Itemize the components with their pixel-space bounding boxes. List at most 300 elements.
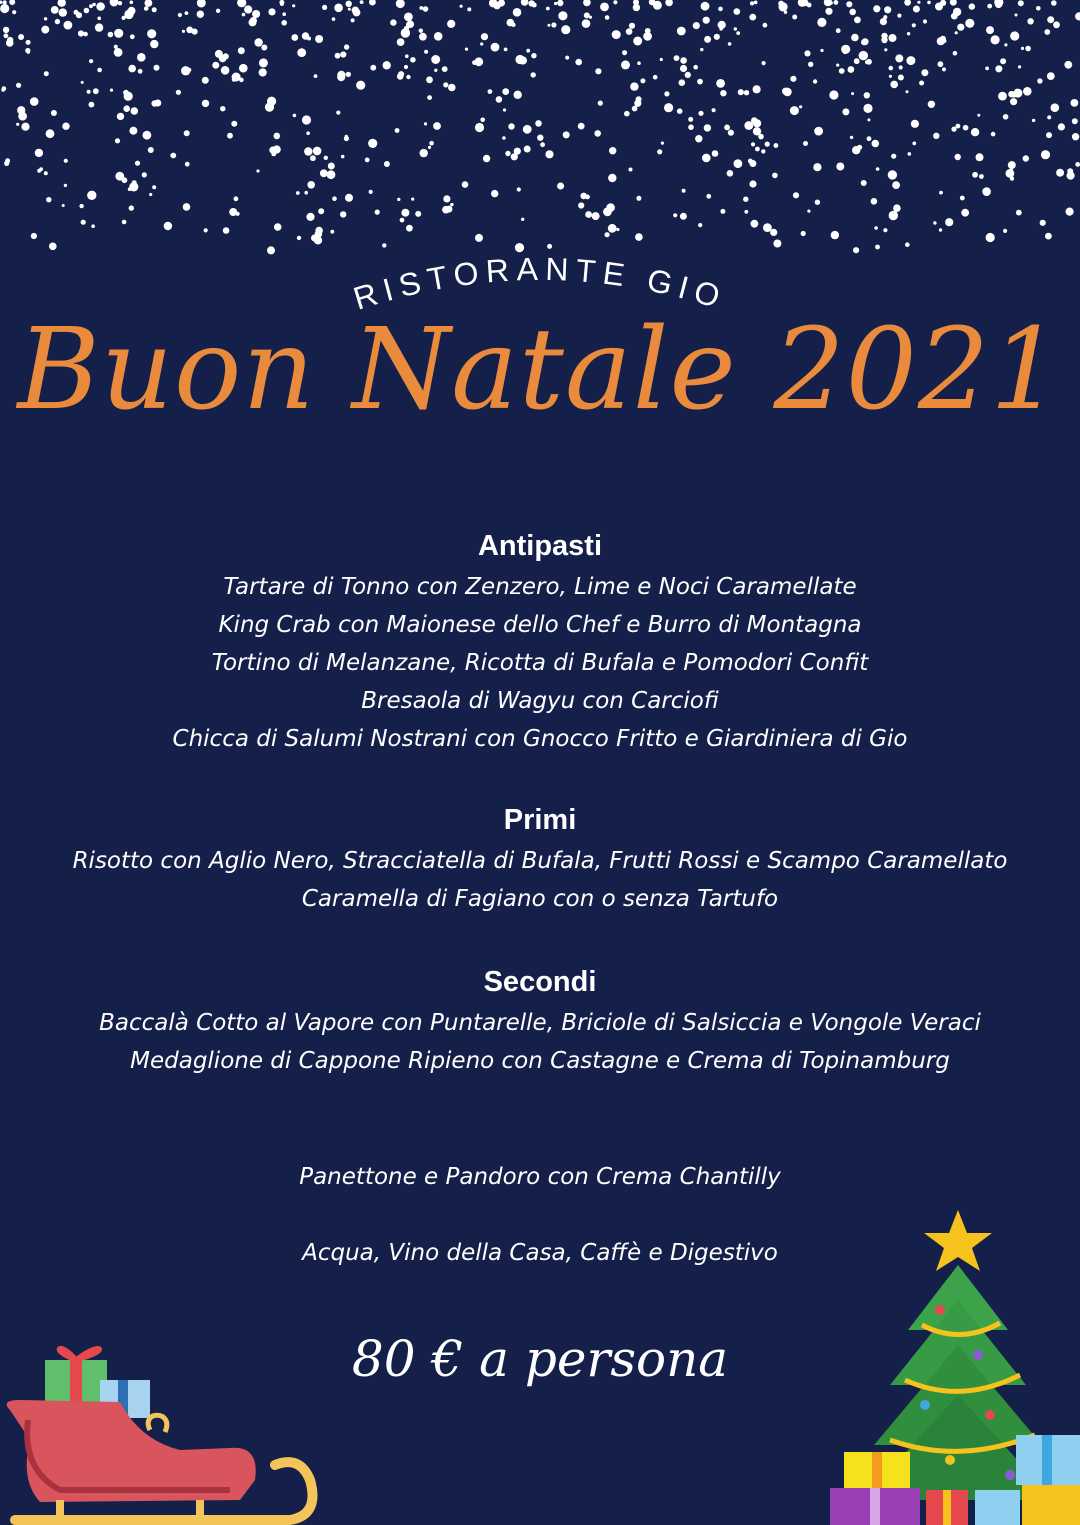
snowflake <box>256 169 259 172</box>
snowflake <box>344 44 349 49</box>
snowflake <box>743 197 748 202</box>
snowflake <box>814 127 823 136</box>
snowflake <box>1075 12 1080 20</box>
snowflake <box>643 32 652 41</box>
snowflake <box>114 45 118 49</box>
snowflake <box>0 4 9 13</box>
snowflake <box>390 19 396 25</box>
snowflake <box>712 108 716 112</box>
snowflake <box>406 22 412 28</box>
snowflake <box>839 68 845 74</box>
snowflake <box>254 38 262 46</box>
snowflake <box>551 22 556 27</box>
snowflake <box>899 65 903 69</box>
section-secondi <box>0 964 1080 1080</box>
snowflake <box>259 68 267 76</box>
snowflake <box>328 163 335 170</box>
snowflake <box>16 123 19 126</box>
drinks-text: Acqua, Vino della Casa, Caffè e Digestivo <box>302 1240 778 1266</box>
snowflake <box>583 0 591 6</box>
snowflake <box>313 147 322 156</box>
snowflake <box>1066 208 1074 216</box>
snowflake <box>799 105 802 108</box>
snowflake <box>41 26 49 34</box>
snowflake <box>580 193 587 200</box>
snowflake <box>227 133 233 139</box>
snowflake <box>202 100 209 107</box>
snowflake <box>281 20 287 26</box>
snowflake <box>977 114 980 117</box>
snowflake <box>884 48 887 51</box>
snowflake <box>1051 0 1057 6</box>
snowflake <box>851 92 854 95</box>
snowflake <box>991 35 1000 44</box>
snowflake <box>1041 150 1050 159</box>
snowflake <box>754 1 758 5</box>
snowflake <box>79 204 83 208</box>
snowflake <box>702 154 711 163</box>
snowflake <box>18 34 24 40</box>
snowflake <box>817 18 826 27</box>
snowflake <box>384 161 390 167</box>
snowflake <box>865 60 869 64</box>
snowflake <box>871 198 878 205</box>
snowflake <box>972 172 978 178</box>
snowflake <box>123 90 129 96</box>
snowflake <box>405 54 409 58</box>
snowflake <box>356 81 365 90</box>
snowflake <box>302 32 309 39</box>
dish-item: Tartare di Tonno con Zenzero, Lime e Noci Caramellate <box>223 574 857 600</box>
snowflake <box>429 141 434 146</box>
dish-item: Caramella di Fagiano con o senza Tartufo <box>301 886 779 912</box>
snowflake <box>170 153 176 159</box>
snowflake <box>138 69 143 74</box>
section-title: Antipasti <box>477 530 603 562</box>
snowflake <box>131 107 139 115</box>
snowflake <box>18 112 27 121</box>
snowflake <box>680 65 687 72</box>
snowflake <box>35 149 43 157</box>
snowflake <box>606 203 615 212</box>
snowflake <box>755 147 760 152</box>
snowflake <box>718 7 723 12</box>
snowflake <box>526 49 530 53</box>
snowflake <box>1064 61 1072 69</box>
snowflake <box>955 154 961 160</box>
snowflake <box>803 141 808 146</box>
snowflake <box>734 8 741 15</box>
snowflake <box>118 1 122 5</box>
snowflake <box>496 96 503 103</box>
snowflake <box>176 90 181 95</box>
snowflake <box>123 105 130 112</box>
snowflake <box>244 5 252 13</box>
snowflake <box>744 90 749 95</box>
snowflake <box>702 3 709 10</box>
snowflake <box>304 147 312 155</box>
snowflake <box>234 196 239 201</box>
snowflake <box>848 66 855 73</box>
snowflake <box>1047 16 1054 23</box>
dish-item: Medaglione di Cappone Ripieno con Castagne e Crema di Topinamburg <box>130 1048 950 1074</box>
snowflake <box>89 59 93 63</box>
snowflake <box>130 1 134 5</box>
snowflake <box>630 82 638 90</box>
snowflake <box>87 90 91 94</box>
snowflake <box>89 4 93 8</box>
snowflake <box>1047 115 1051 119</box>
snowflake <box>682 189 686 193</box>
snowflake <box>854 58 860 64</box>
snowflake <box>4 161 9 166</box>
snowflake <box>718 21 726 29</box>
snowflake <box>89 102 95 108</box>
snowflake <box>1058 123 1065 130</box>
snowflake <box>237 0 246 7</box>
snowflake <box>142 172 147 177</box>
snowflake <box>2 86 7 91</box>
snowflake <box>685 72 691 78</box>
snowflake <box>183 203 191 211</box>
snowflake <box>808 62 813 67</box>
snowflake <box>310 155 316 161</box>
snowflake <box>410 57 416 63</box>
snowflake <box>322 5 327 10</box>
snowflake <box>150 40 158 48</box>
snowflake <box>3 27 9 33</box>
snowflake <box>636 196 641 201</box>
snowflake <box>37 169 41 173</box>
snowflake <box>1072 118 1078 124</box>
snowflake <box>154 65 160 71</box>
dessert-line <box>0 1158 1080 1196</box>
snowflake <box>64 21 73 30</box>
snowflake <box>889 66 894 71</box>
snowflake <box>148 147 154 153</box>
snowflake <box>849 9 856 16</box>
snowflake <box>59 8 67 16</box>
snowflake <box>1018 0 1024 6</box>
snowflake <box>443 82 448 87</box>
snowflake <box>184 130 190 136</box>
snowflake <box>912 23 916 27</box>
snowflake <box>661 142 664 145</box>
snowflake <box>963 125 969 131</box>
snowflake <box>181 66 190 75</box>
snowflake <box>677 108 683 114</box>
snowflake <box>252 10 260 18</box>
snowflake <box>212 62 219 69</box>
snowflake <box>763 23 768 28</box>
snowflake <box>332 196 337 201</box>
snowflake <box>152 185 156 189</box>
snowflake <box>531 53 536 58</box>
snowflake <box>688 117 693 122</box>
snowflake <box>700 48 703 51</box>
snowflake <box>434 32 443 41</box>
snowflake <box>995 1 1002 8</box>
snowflake <box>267 97 276 106</box>
snowflake <box>236 212 240 216</box>
snowflake <box>521 0 529 6</box>
sleigh-icon <box>0 1340 330 1525</box>
snowflake <box>563 131 570 138</box>
snowflake <box>1046 132 1052 138</box>
snowflake <box>318 208 324 214</box>
snowflake <box>984 190 990 196</box>
snowflake <box>44 71 49 76</box>
snowflake <box>774 143 779 148</box>
snowflake <box>64 159 68 163</box>
snowflake <box>216 9 220 13</box>
snowflake <box>956 124 961 129</box>
snowflake <box>192 29 198 35</box>
snowflake <box>904 0 911 6</box>
snowflake <box>220 106 225 111</box>
snowflake <box>197 11 204 18</box>
snowflake <box>46 197 51 202</box>
dish-item: Chicca di Salumi Nostrani con Gnocco Fritto e Giardiniera di Gio <box>172 726 908 752</box>
snowflake <box>337 71 345 79</box>
snowflake <box>375 210 380 215</box>
snowflake <box>135 161 140 166</box>
snowflake <box>304 191 308 195</box>
snowflake <box>460 5 463 8</box>
snowflake <box>368 139 377 148</box>
snowflake <box>867 118 870 121</box>
snowflake <box>128 65 136 73</box>
snowflake <box>419 33 427 41</box>
snowflake <box>712 150 719 157</box>
snowflake <box>824 0 832 6</box>
snowflake <box>1047 72 1055 80</box>
snowflake <box>793 192 799 198</box>
snowflake <box>96 2 105 11</box>
snowflake <box>889 75 892 78</box>
snowflake <box>938 61 944 67</box>
snowflake <box>612 30 621 39</box>
snowflake <box>97 68 102 73</box>
snowflake <box>291 34 298 41</box>
snowflake <box>921 69 928 76</box>
snowflake <box>969 3 975 9</box>
snowflake <box>46 129 55 138</box>
snowflake <box>749 180 756 187</box>
snowflake <box>1016 210 1022 216</box>
snowflake <box>911 120 919 128</box>
snowflake <box>1037 78 1042 83</box>
snowflake <box>749 14 756 21</box>
snowflake <box>950 0 957 6</box>
snowflake <box>137 53 146 62</box>
snowflake <box>557 0 563 6</box>
snowflake <box>62 204 65 207</box>
snowflake <box>1010 98 1017 105</box>
snowflake <box>130 34 135 39</box>
snowflake <box>221 66 230 75</box>
snowflake <box>836 64 839 67</box>
snowflake <box>115 138 120 143</box>
snowflake <box>680 57 687 64</box>
snowflake <box>657 149 662 154</box>
snowflake <box>991 132 996 137</box>
snowflake <box>728 130 734 136</box>
snowflake <box>813 79 817 83</box>
snowflake <box>598 101 603 106</box>
snowflake <box>893 204 901 212</box>
snowflake <box>842 108 849 115</box>
snowflake <box>653 75 658 80</box>
snowflake <box>395 128 400 133</box>
snowflake <box>807 3 812 8</box>
snowflake <box>345 135 348 138</box>
snowflake <box>151 100 157 106</box>
snowflake <box>488 89 493 94</box>
snowflake <box>404 13 413 22</box>
snowflake <box>215 50 223 58</box>
snowflake <box>907 32 910 35</box>
snowflake <box>353 9 361 17</box>
snowflake <box>147 29 156 38</box>
snowflake <box>55 19 60 24</box>
snowflake <box>927 1 931 5</box>
snowflake <box>834 0 839 5</box>
snowflake <box>545 150 553 158</box>
snowflake <box>561 25 570 34</box>
snowflake <box>324 156 328 160</box>
snowflake <box>1036 6 1041 11</box>
snowflake <box>578 202 584 208</box>
snowflake <box>913 6 920 13</box>
snowflake <box>424 50 428 54</box>
snowflake <box>491 190 498 197</box>
snowflake <box>341 155 345 159</box>
snowflake <box>633 37 642 46</box>
snowflake <box>370 65 376 71</box>
snowflake <box>424 122 427 125</box>
snowflake <box>985 67 989 71</box>
snowflake <box>1012 93 1017 98</box>
snowflake <box>753 127 761 135</box>
snowflake <box>714 34 720 40</box>
snowflake <box>493 2 500 9</box>
snowflake <box>626 28 633 35</box>
snowflake <box>503 108 506 111</box>
snowflake <box>502 88 509 95</box>
snowflake <box>132 180 137 185</box>
snowflake <box>1072 133 1079 140</box>
snowflake <box>293 114 297 118</box>
dish-item: King Crab con Maionese dello Chef e Burro di Montagna <box>218 612 862 638</box>
snowflake <box>531 72 536 77</box>
snowflake <box>44 171 48 175</box>
snowflake <box>27 51 30 54</box>
snowflake <box>517 187 521 191</box>
snowflake <box>76 12 82 18</box>
snowflake <box>1010 169 1013 172</box>
section-title: Primi <box>503 804 577 836</box>
snowflake <box>369 0 376 6</box>
snowflake <box>84 8 90 14</box>
snowflake <box>912 142 916 146</box>
snowflake <box>197 0 206 8</box>
snowflake <box>778 1 784 7</box>
snowflake <box>434 69 437 72</box>
snowflake <box>320 169 328 177</box>
snowflake <box>383 61 391 69</box>
snowflake <box>942 67 946 71</box>
snowflake <box>890 81 898 89</box>
snowflake <box>491 43 500 52</box>
snowflake <box>783 88 792 97</box>
snowflake <box>315 35 323 43</box>
snowflake <box>223 53 229 59</box>
snowflake <box>867 136 872 141</box>
snowflake <box>928 101 935 108</box>
snowflake <box>857 145 862 150</box>
snowflake <box>813 163 821 171</box>
snowflake <box>261 45 267 51</box>
snowflake <box>640 78 645 83</box>
snowflake <box>753 119 761 127</box>
snowflake <box>1027 18 1033 24</box>
snowflake <box>673 213 677 217</box>
snowflake <box>1015 14 1018 17</box>
dessert-text: Panettone e Pandoro con Crema Chantilly <box>299 1164 781 1190</box>
snowflake <box>44 17 47 20</box>
snowflake <box>724 125 730 131</box>
snowflake <box>508 123 514 129</box>
snowflake <box>998 92 1007 101</box>
snowflake <box>122 16 126 20</box>
snowflake <box>124 10 133 19</box>
snowflake <box>923 19 927 23</box>
snowflake <box>738 89 744 95</box>
snowflake <box>279 0 284 5</box>
snowflake <box>872 140 880 148</box>
snowflake <box>504 48 508 52</box>
snowflake <box>242 13 246 17</box>
snowflake <box>481 33 488 40</box>
snowflake <box>665 0 673 6</box>
snowflake <box>232 77 236 81</box>
snowflake <box>537 135 543 141</box>
snowflake <box>716 79 725 88</box>
snowflake <box>790 76 796 82</box>
snowflake <box>427 95 432 100</box>
snowflake <box>93 88 99 94</box>
snowflake <box>397 38 405 46</box>
snowflake <box>600 3 609 12</box>
snowflake <box>884 6 891 13</box>
snowflake <box>1051 103 1060 112</box>
snowflake <box>688 124 694 130</box>
snowflake <box>997 66 1003 72</box>
snowflake <box>850 136 853 139</box>
snowflake <box>897 14 901 18</box>
snowflake <box>749 160 756 167</box>
snowflake <box>307 181 315 189</box>
snowflake <box>608 174 616 182</box>
star-icon <box>924 1210 992 1271</box>
snowflake <box>149 193 152 196</box>
snowflake <box>727 170 734 177</box>
snowflake <box>706 194 711 199</box>
snowflake <box>863 104 872 113</box>
snowflake <box>744 210 748 214</box>
snowflake <box>81 81 84 84</box>
